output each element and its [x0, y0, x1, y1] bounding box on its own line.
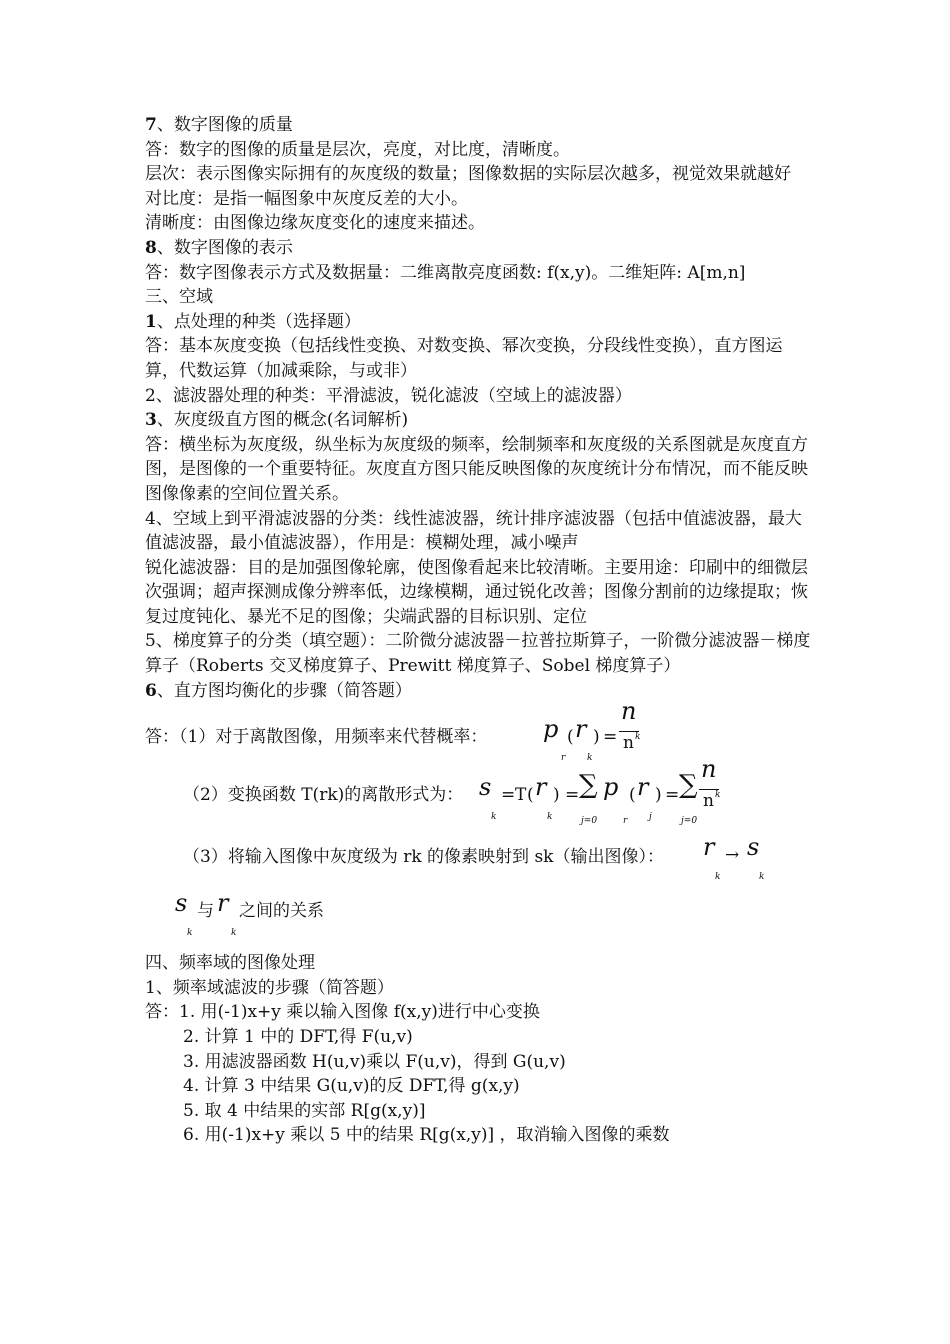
line-text: 3. 用滤波器函数 H(u,v)乘以 F(u,v)，得到 G(u,v) [183, 1051, 566, 1072]
symbol-s-3: s [175, 889, 188, 918]
sum-symbol-1: ∑ [579, 770, 598, 801]
line-text: 、数字图像的表示 [156, 237, 293, 258]
line-text: 5、梯度算子的分类（填空题）：二阶微分滤波器－拉普拉斯算子，一阶微分滤波器－梯度算子（Roberts 交叉梯度算子、Prewitt 梯度算子、Sobel 梯度算子） [145, 631, 811, 677]
item-number: 6 [145, 680, 157, 701]
line-text: 三、空域 [145, 287, 213, 308]
text-line [145, 433, 815, 507]
line-text: 答：数字图像表示方式及数据量：二维离散亮度函数: f(x,y)。二维矩阵: A[m,n] [145, 262, 746, 283]
formula-4-and: 与 [197, 901, 214, 922]
text-line [145, 1050, 815, 1075]
text-line [145, 261, 815, 286]
text-line [145, 629, 815, 678]
line-text: 1、频率域滤波的步骤（简答题） [145, 977, 394, 998]
text-line [145, 211, 815, 236]
symbol-r-4: r [703, 833, 715, 862]
paren-left-2: ( [527, 785, 534, 806]
item-number: 3 [145, 410, 157, 431]
line-text: 6. 用(-1)x+y 乘以 5 中的结果 R[g(x,y)] ，取消输入图像的乘数 [183, 1125, 670, 1146]
symbol-r-5: r [217, 889, 229, 918]
text-line [145, 679, 815, 704]
paren-right-2: ) [553, 785, 560, 806]
line-text: 、灰度级直方图的概念(名词解析) [156, 410, 409, 431]
text-line [145, 976, 815, 1001]
line-text: 层次：表示图像实际拥有的灰度级的数量；图像数据的实际层次越多，视觉效果就越好 [145, 164, 791, 185]
subscript-k-r2: k [547, 812, 553, 823]
formula-1-line [145, 697, 815, 764]
line-text: 四、频率域的图像处理 [145, 953, 315, 974]
symbol-s-2: s [747, 833, 760, 862]
text-line [145, 1123, 815, 1148]
symbol-p-2: p [603, 773, 619, 802]
formula-2-line [145, 755, 815, 827]
line-text: 2、滤波器处理的种类：平滑滤波，锐化滤波（空域上的滤波器） [145, 385, 632, 406]
line-text: 4、空域上到平滑滤波器的分类：线性滤波器，统计排序滤波器（包括中值滤波器，最大值滤波器，最小值滤波器），作用是：模糊处理，减小噪声 [145, 508, 802, 554]
line-text: 答：1. 用(-1)x+y 乘以输入图像 f(x,y)进行中心变换 [145, 1002, 540, 1023]
sum-limit-1: j=0 [581, 816, 598, 827]
line-text: 清晰度：由图像边缘灰度变化的速度来描述。 [145, 213, 485, 234]
text-line [145, 187, 815, 212]
formula-2-text: （2）变换函数 T(rk)的离散形式为： [183, 785, 464, 806]
denominator-n: n [623, 733, 634, 754]
symbol-r: r [575, 715, 587, 744]
formula-1-text: 答：（1）对于离散图像，用频率来代替概率： [145, 727, 488, 748]
text-line [145, 951, 815, 976]
subscript-k-r5: k [231, 928, 237, 939]
text-line [145, 384, 815, 409]
text-line [145, 236, 815, 261]
sum-limit-2: j=0 [681, 816, 698, 827]
line-text: 答：横坐标为灰度级，纵坐标为灰度级的频率，绘制频率和灰度级的关系图就是灰度直方图，是图像的一个重要特征。灰度直方图只能反映图像的灰度统计分布情况，而不能反映图像像素的空间位置关系。 [145, 434, 808, 504]
text-line [145, 113, 815, 138]
text-line [145, 310, 815, 335]
subscript-k: k [587, 753, 593, 764]
document-page [145, 113, 815, 1148]
text-line [145, 408, 815, 433]
text-line [145, 285, 815, 310]
top-section [145, 113, 815, 703]
text-line [145, 334, 815, 383]
text-line [145, 507, 815, 556]
subscript-j: j [649, 812, 652, 823]
item-number: 7 [145, 115, 157, 135]
subscript-k-s2: k [759, 872, 765, 883]
text-line [145, 1074, 815, 1099]
formula-4-end: 之间的关系 [239, 901, 324, 922]
line-text: 、数字图像的质量 [156, 115, 293, 135]
formula-3-line [145, 831, 815, 883]
paren-left-3: ( [629, 785, 636, 806]
subscript-k-r4: k [715, 872, 721, 883]
equals-3: = [665, 785, 680, 806]
symbol-r-2: r [535, 773, 547, 802]
line-text: 2. 计算 1 中的 DFT,得 F(u,v) [183, 1027, 413, 1048]
paren-right: ) [593, 727, 600, 748]
symbol-s: s [479, 773, 492, 802]
formula-3-text: （3）将输入图像中灰度级为 rk 的像素映射到 sk（输出图像）： [183, 847, 664, 868]
equals-1: = [501, 785, 516, 806]
symbol-r-3: r [637, 773, 649, 802]
text-line [145, 556, 815, 630]
subscript-k-s: k [491, 812, 497, 823]
line-text: 对比度：是指一幅图象中灰度反差的大小。 [145, 188, 468, 209]
text-line [145, 162, 815, 187]
line-text: 答：基本灰度变换（包括线性变换、对数变换、幂次变换，分段线性变换），直方图运算，代数运算（加减乘除，与或非） [145, 336, 783, 381]
arrow-icon: → [725, 845, 740, 866]
subscript-k-num2: k [715, 790, 721, 801]
text-line [145, 138, 815, 163]
formula-4-line [145, 887, 815, 939]
subscript-r-p2: r [623, 816, 628, 827]
paren-right-3: ) [655, 785, 662, 806]
sum-symbol-2: ∑ [679, 770, 698, 801]
symbol-p: p [543, 715, 559, 744]
line-text: 5. 取 4 中结果的实部 R[g(x,y)] [183, 1100, 426, 1121]
line-text: 锐化滤波器：目的是加强图像轮廓，使图像看起来比较清晰。主要用途：印刷中的细微层次强调；超声探测成像分辨率低，边缘模糊，通过锐化改善；图像分割前的边缘提取；恢复过度钝化、暴光不足的图像；尖端武器的目标识别、定位 [145, 557, 808, 627]
text-line [145, 1000, 815, 1025]
symbol-T: T [515, 785, 527, 806]
text-line [145, 1099, 815, 1124]
line-text: 、点处理的种类（选择题） [156, 311, 361, 332]
line-text: 答：数字的图像的质量是层次，亮度，对比度，清晰度。 [145, 139, 570, 160]
text-line [145, 1025, 815, 1050]
line-text: 、直方图均衡化的步骤（简答题） [156, 680, 412, 701]
denominator-n-2: n [703, 791, 714, 812]
bottom-section [145, 951, 815, 1148]
equals-2: = [565, 785, 580, 806]
section-gap [145, 935, 815, 951]
numerator-n: n [621, 697, 637, 726]
line-text: 4. 计算 3 中结果 G(u,v)的反 DFT,得 g(x,y) [183, 1076, 520, 1097]
subscript-k-s3: k [187, 928, 193, 939]
item-number: 8 [145, 237, 157, 258]
item-number: 1 [145, 311, 157, 332]
numerator-n-2: n [701, 755, 717, 784]
paren-left: ( [567, 727, 574, 748]
subscript-r: r [561, 753, 566, 764]
equals-sign: = [603, 727, 618, 748]
subscript-k-num: k [635, 732, 641, 743]
